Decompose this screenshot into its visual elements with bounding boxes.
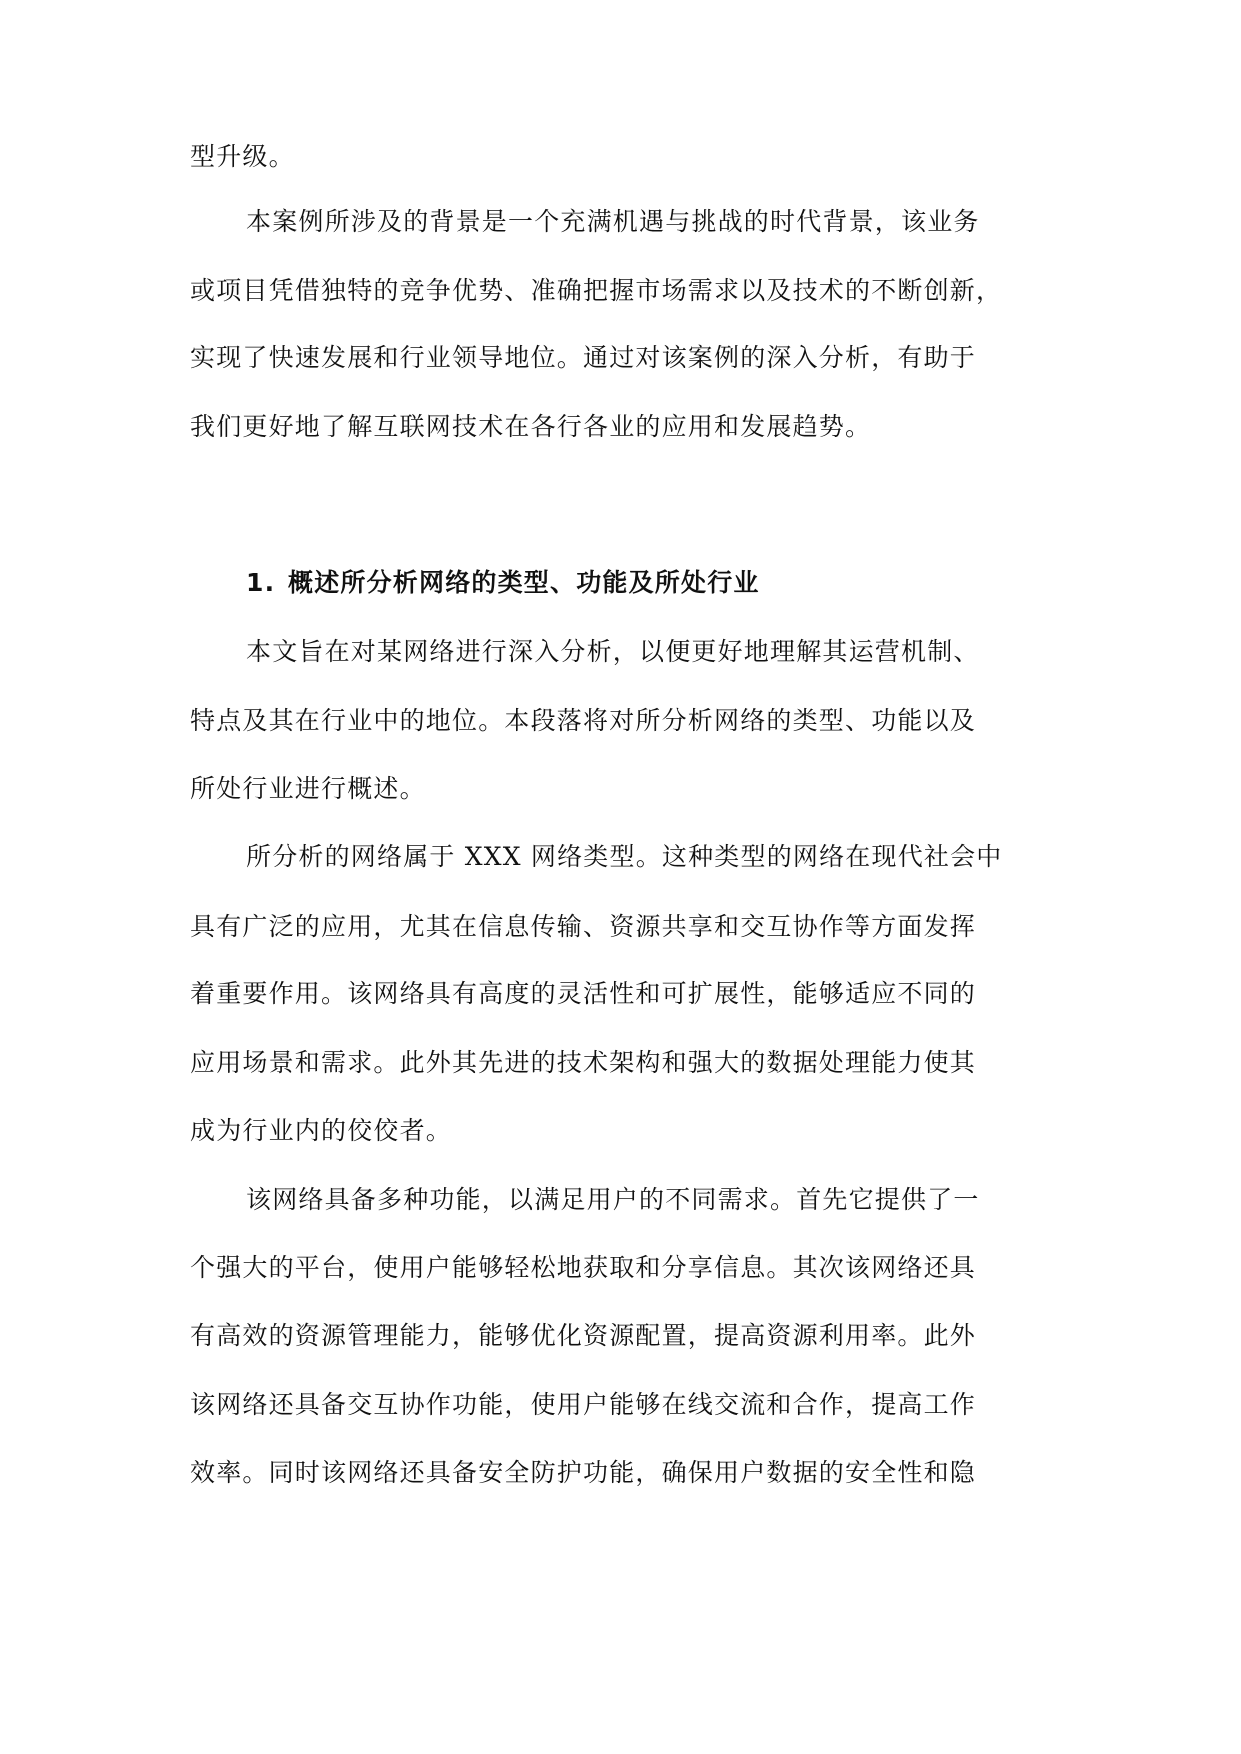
section-number: 1. — [246, 568, 276, 597]
section-heading — [246, 566, 1065, 600]
paragraph-2-line-4: 我们更好地了解互联网技术在各行各业的应用和发展趋势。 — [190, 412, 872, 441]
paragraph-5-line-5: 效率。同时该网络还具备安全防护功能，确保用户数据的安全性和隐 — [190, 1458, 977, 1487]
section-title: 概述所分析网络的类型、功能及所处行业 — [288, 568, 760, 597]
paragraph-2-line-2: 或项目凭借独特的竞争优势、准确把握市场需求以及技术的不断创新， — [190, 276, 1003, 305]
paragraph-4-line-5: 成为行业内的佼佼者。 — [190, 1116, 453, 1145]
paragraph-5-line-4: 该网络还具备交互协作功能，使用户能够在线交流和合作，提高工作 — [190, 1390, 977, 1419]
paragraph-3-line-2: 特点及其在行业中的地位。本段落将对所分析网络的类型、功能以及 — [190, 706, 977, 735]
paragraph-5-line-2: 个强大的平台，使用户能够轻松地获取和分享信息。其次该网络还具 — [190, 1253, 977, 1282]
paragraph-3-line-1: 本文旨在对某网络进行深入分析，以便更好地理解其运营机制、 — [246, 637, 980, 666]
paragraph-5-line-1: 该网络具备多种功能，以满足用户的不同需求。首先它提供了一 — [246, 1185, 980, 1214]
paragraph-2-line-3: 实现了快速发展和行业领导地位。通过对该案例的深入分析，有助于 — [190, 343, 977, 372]
paragraph-2-line-1: 本案例所涉及的背景是一个充满机遇与挑战的时代背景，该业务 — [246, 207, 980, 236]
paragraph-4-line-1: 所分析的网络属于 XXX 网络类型。这种类型的网络在现代社会中 — [246, 842, 1003, 871]
paragraph-4-line-2: 具有广泛的应用，尤其在信息传输、资源共享和交互协作等方面发挥 — [190, 912, 977, 941]
paragraph-3-line-3: 所处行业进行概述。 — [190, 774, 426, 803]
paragraph-4-line-4: 应用场景和需求。此外其先进的技术架构和强大的数据处理能力使其 — [190, 1048, 977, 1077]
paragraph-1-line-1: 型升级。 — [190, 142, 295, 171]
paragraph-5-line-3: 有高效的资源管理能力，能够优化资源配置，提高资源利用率。此外 — [190, 1321, 977, 1350]
paragraph-4-line-3: 着重要作用。该网络具有高度的灵活性和可扩展性，能够适应不同的 — [190, 979, 977, 1008]
